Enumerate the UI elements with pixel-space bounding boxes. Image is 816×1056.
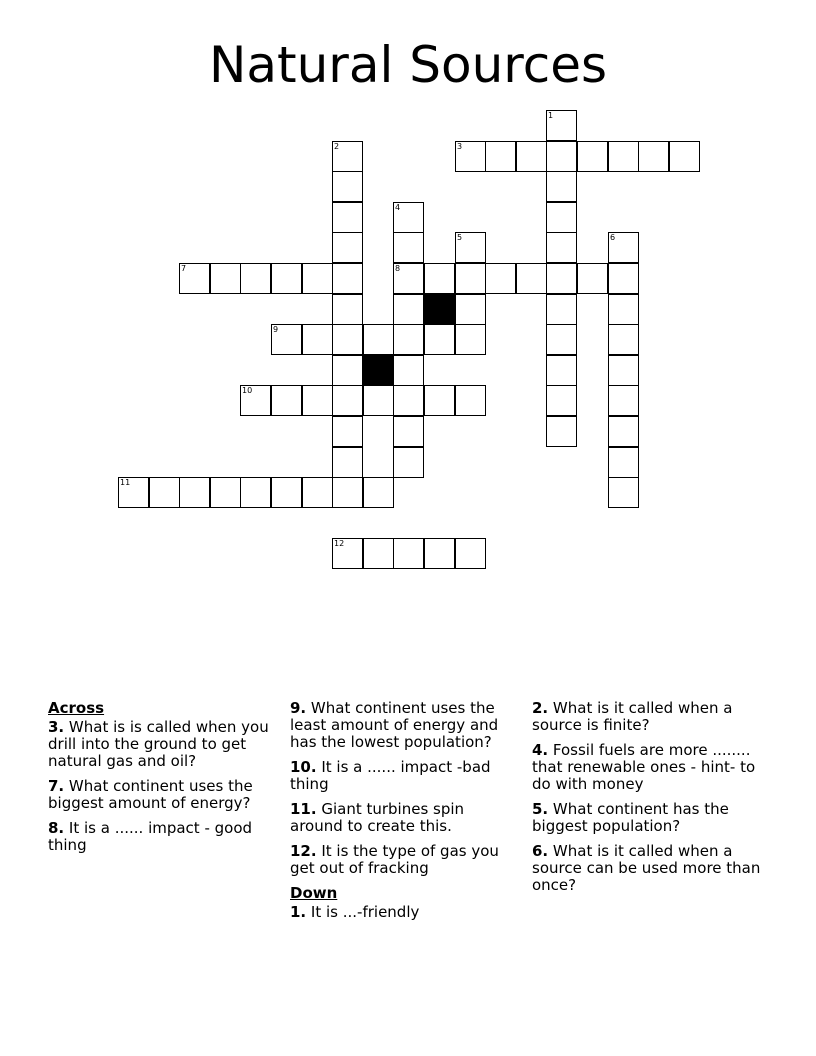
clue-text: Fossil fuels are more ........ that renewable ones - hint- to do with money <box>532 741 756 793</box>
clue-text: It is a ...... impact - good thing <box>48 819 253 854</box>
grid-cell[interactable] <box>546 232 577 263</box>
clues-column-2 <box>290 700 518 929</box>
grid-cell[interactable] <box>608 447 639 478</box>
grid-cell[interactable] <box>608 385 639 416</box>
cell-number: 2 <box>334 142 340 151</box>
grid-cell[interactable] <box>424 385 455 416</box>
grid-cell[interactable] <box>455 232 486 263</box>
grid-cell[interactable] <box>302 263 333 294</box>
clue-number: 5. <box>532 800 549 818</box>
clue-down-2 <box>532 700 762 734</box>
grid-cell[interactable] <box>363 385 394 416</box>
clue-text: What is it called when a source is finite? <box>532 699 733 734</box>
clue-text: It is a ...... impact -bad thing <box>290 758 491 793</box>
grid-cell[interactable] <box>546 385 577 416</box>
grid-cell[interactable] <box>516 263 547 294</box>
grid-cell[interactable] <box>240 385 271 416</box>
grid-cell[interactable] <box>455 385 486 416</box>
grid-cell[interactable] <box>332 141 363 172</box>
clue-text: It is the type of gas you get out of fracking <box>290 842 499 877</box>
grid-cell[interactable] <box>332 294 363 325</box>
grid-cell[interactable] <box>516 141 547 172</box>
clue-number: 6. <box>532 842 549 860</box>
cell-number: 8 <box>395 264 401 273</box>
grid-cell[interactable] <box>546 141 577 172</box>
clue-number: 11. <box>290 800 317 818</box>
clue-across-11 <box>290 801 518 835</box>
grid-cell[interactable] <box>455 324 486 355</box>
grid-cell[interactable] <box>638 141 669 172</box>
clue-text: What is is called when you drill into the ground to get natural gas and oil? <box>48 718 269 770</box>
grid-cell[interactable] <box>577 141 608 172</box>
clue-text: Giant turbines spin around to create this. <box>290 800 465 835</box>
clue-down-4 <box>532 742 762 793</box>
clue-number: 2. <box>532 699 549 717</box>
page-title: Natural Sources <box>208 36 608 94</box>
grid-cell[interactable] <box>302 477 333 508</box>
clue-number: 9. <box>290 699 307 717</box>
clue-text: What continent uses the biggest amount of energy? <box>48 777 253 812</box>
grid-cell[interactable] <box>118 477 149 508</box>
grid-cell[interactable] <box>332 202 363 233</box>
grid-cell[interactable] <box>608 355 639 386</box>
clue-down-5 <box>532 801 762 835</box>
clues-column-1 <box>48 700 273 862</box>
grid-cell[interactable] <box>332 355 363 386</box>
cell-number: 12 <box>334 539 345 548</box>
cell-number: 1 <box>548 111 554 120</box>
grid-cell[interactable] <box>210 477 241 508</box>
clue-across-10 <box>290 759 518 793</box>
clue-across-7 <box>48 778 273 812</box>
grid-cell[interactable] <box>546 294 577 325</box>
cell-number: 10 <box>242 386 253 395</box>
grid-cell[interactable] <box>485 263 516 294</box>
grid-cell[interactable] <box>302 385 333 416</box>
clue-text: What is it called when a source can be used more than once? <box>532 842 761 894</box>
grid-cell[interactable] <box>393 355 424 386</box>
grid-cell[interactable] <box>149 477 180 508</box>
grid-cell[interactable] <box>332 171 363 202</box>
grid-cell[interactable] <box>424 263 455 294</box>
clue-down-1 <box>290 904 518 921</box>
grid-cell[interactable] <box>332 263 363 294</box>
grid-cell[interactable] <box>179 263 210 294</box>
clue-number: 8. <box>48 819 65 837</box>
clue-across-8 <box>48 820 273 854</box>
grid-cell[interactable] <box>332 232 363 263</box>
grid-cell[interactable] <box>179 477 210 508</box>
clue-text: What continent uses the least amount of energy and has the lowest population? <box>290 699 499 751</box>
clue-across-9 <box>290 700 518 751</box>
cell-number: 6 <box>610 233 616 242</box>
grid-cell[interactable] <box>608 232 639 263</box>
grid-cell[interactable] <box>546 324 577 355</box>
grid-cell[interactable] <box>332 324 363 355</box>
grid-cell[interactable] <box>363 324 394 355</box>
grid-cell[interactable] <box>608 416 639 447</box>
grid-cell[interactable] <box>393 538 424 569</box>
clues-column-3 <box>532 700 762 902</box>
grid-cell[interactable] <box>546 416 577 447</box>
grid-cell[interactable] <box>393 263 424 294</box>
clue-number: 12. <box>290 842 317 860</box>
grid-cell[interactable] <box>332 385 363 416</box>
grid-cell[interactable] <box>455 141 486 172</box>
grid-cell[interactable] <box>546 202 577 233</box>
grid-cell[interactable] <box>363 477 394 508</box>
grid-cell[interactable] <box>608 263 639 294</box>
grid-cell[interactable] <box>393 202 424 233</box>
grid-cell[interactable] <box>546 355 577 386</box>
cell-number: 5 <box>457 233 463 242</box>
grid-cell[interactable] <box>240 477 271 508</box>
grid-block-cell <box>363 355 394 386</box>
cell-number: 11 <box>120 478 131 487</box>
grid-cell[interactable] <box>546 263 577 294</box>
grid-cell[interactable] <box>393 447 424 478</box>
grid-cell[interactable] <box>332 416 363 447</box>
grid-cell[interactable] <box>332 477 363 508</box>
grid-cell[interactable] <box>608 324 639 355</box>
grid-cell[interactable] <box>332 538 363 569</box>
grid-cell[interactable] <box>393 324 424 355</box>
grid-cell[interactable] <box>455 263 486 294</box>
grid-cell[interactable] <box>455 294 486 325</box>
clue-down-6 <box>532 843 762 894</box>
down-heading: Down <box>290 884 338 902</box>
grid-cell[interactable] <box>393 294 424 325</box>
cell-number: 7 <box>181 264 187 273</box>
clue-text: What continent has the biggest population? <box>532 800 729 835</box>
grid-cell[interactable] <box>669 141 700 172</box>
grid-cell[interactable] <box>485 141 516 172</box>
grid-cell[interactable] <box>271 385 302 416</box>
grid-cell[interactable] <box>363 538 394 569</box>
grid-cell[interactable] <box>271 477 302 508</box>
grid-cell[interactable] <box>332 447 363 478</box>
grid-cell[interactable] <box>424 538 455 569</box>
cell-number: 9 <box>273 325 279 334</box>
grid-cell[interactable] <box>546 171 577 202</box>
grid-cell[interactable] <box>424 324 455 355</box>
clue-text: It is ...-friendly <box>306 903 420 921</box>
grid-cell[interactable] <box>393 385 424 416</box>
grid-cell[interactable] <box>271 324 302 355</box>
cell-number: 4 <box>395 203 401 212</box>
grid-cell[interactable] <box>608 294 639 325</box>
across-heading: Across <box>48 699 105 717</box>
grid-cell[interactable] <box>240 263 271 294</box>
grid-cell[interactable] <box>577 263 608 294</box>
clue-across-12 <box>290 843 518 877</box>
cell-number: 3 <box>457 142 463 151</box>
clue-number: 10. <box>290 758 317 776</box>
clue-number: 3. <box>48 718 65 736</box>
grid-cell[interactable] <box>210 263 241 294</box>
grid-block-cell <box>424 294 455 325</box>
clue-across-3 <box>48 719 273 770</box>
grid-cell[interactable] <box>608 141 639 172</box>
clue-number: 4. <box>532 741 549 759</box>
grid-cell[interactable] <box>455 538 486 569</box>
grid-cell[interactable] <box>393 416 424 447</box>
grid-cell[interactable] <box>608 477 639 508</box>
clue-number: 1. <box>290 903 307 921</box>
grid-cell[interactable] <box>546 110 577 141</box>
grid-cell[interactable] <box>393 232 424 263</box>
clue-number: 7. <box>48 777 65 795</box>
grid-cell[interactable] <box>302 324 333 355</box>
grid-cell[interactable] <box>271 263 302 294</box>
